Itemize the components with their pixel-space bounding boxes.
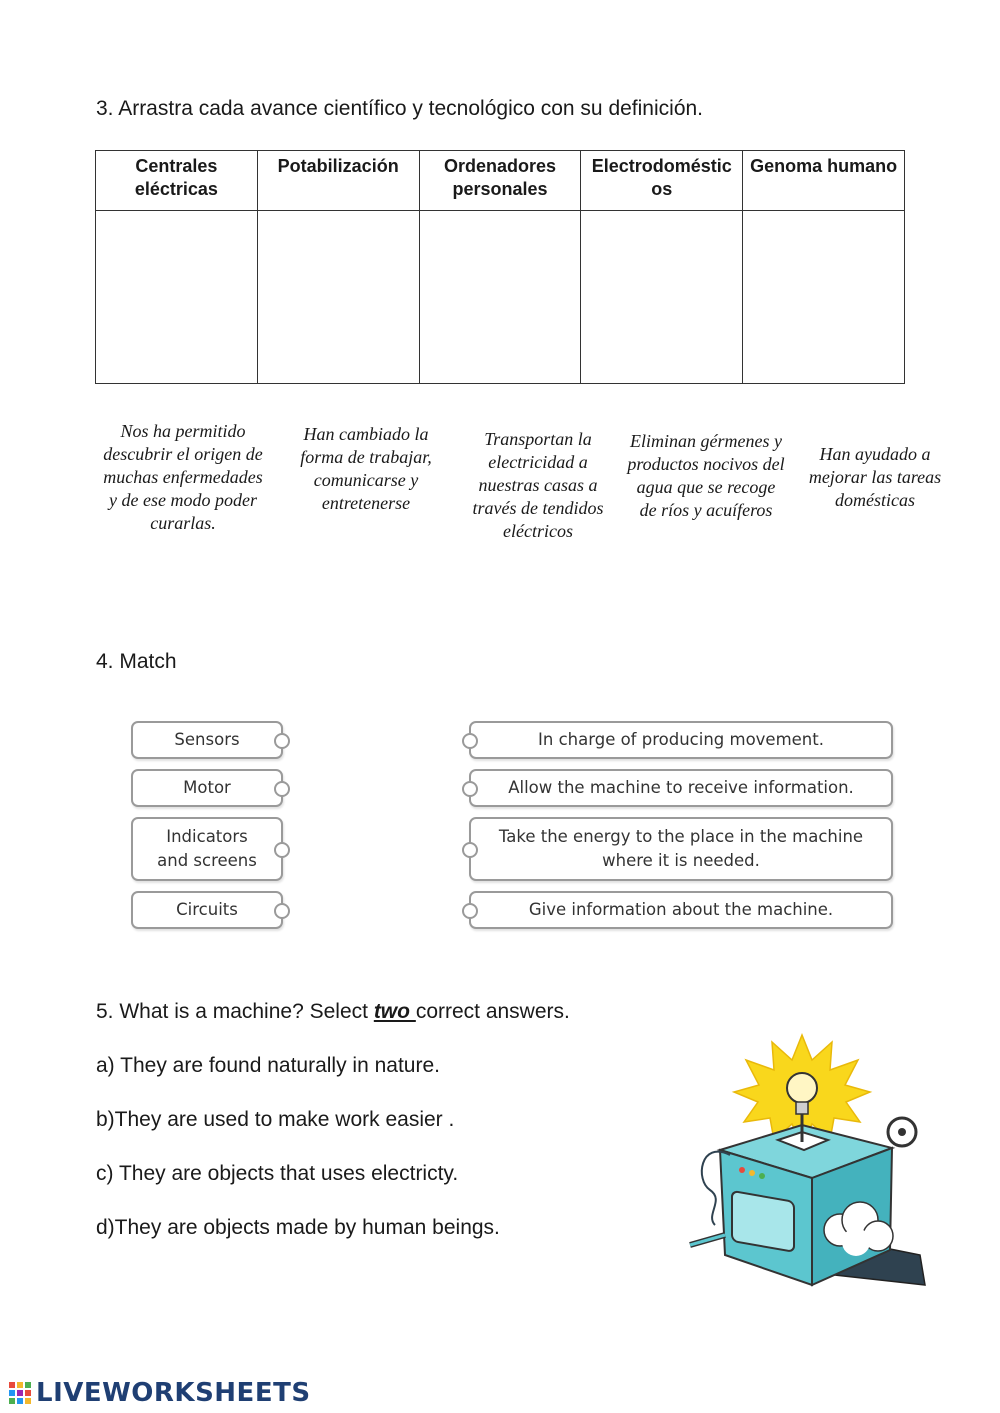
- header-ordenadores: Ordenadores personales: [419, 151, 581, 211]
- match-left-circuits[interactable]: [131, 891, 283, 929]
- logo-grid-icon: [8, 1381, 32, 1405]
- match-left-sensors[interactable]: [131, 721, 283, 759]
- match-right-label: Allow the machine to receive information.: [508, 778, 854, 797]
- answer-option-a[interactable]: a) They are found naturally in nature.: [96, 1054, 440, 1077]
- q5-title-post: correct answers.: [415, 1000, 570, 1023]
- draggable-definition[interactable]: Eliminan gérmenes y productos nocivos del agua que se recoge de ríos y acuíferos: [627, 431, 785, 520]
- question-5-title: [96, 1000, 570, 1024]
- draggable-definition[interactable]: Han ayudado a mejorar las tareas domésticas: [808, 444, 942, 510]
- machine-illustration: [670, 1030, 940, 1300]
- match-right-movement[interactable]: [469, 721, 893, 759]
- liveworksheets-logo: [8, 1378, 311, 1408]
- connector-dot[interactable]: [462, 733, 478, 749]
- header-potabilizacion: Potabilización: [257, 151, 419, 211]
- q5-title-emphasis: two: [373, 1000, 416, 1023]
- q5-title-pre: 5. What is a machine? Select: [96, 1000, 374, 1023]
- match-right-label: Give information about the machine.: [528, 900, 834, 919]
- answer-option-b[interactable]: b)They are used to make work easier .: [96, 1108, 455, 1131]
- draggable-definition[interactable]: Han cambiado la forma de trabajar, comunicarse y entretenerse: [300, 424, 432, 513]
- connector-dot[interactable]: [462, 781, 478, 797]
- connector-dot[interactable]: [274, 842, 290, 858]
- match-left-motor[interactable]: [131, 769, 283, 807]
- question-3-title: 3. Arrastra cada avance científico y tecnológico con su definición.: [96, 97, 704, 120]
- drop-zone-centrales[interactable]: [96, 211, 258, 384]
- match-left-label: Indicators and screens: [157, 827, 257, 870]
- match-right-receive-info[interactable]: [469, 769, 893, 807]
- header-genoma: Genoma humano: [743, 151, 905, 211]
- matching-table: [95, 150, 905, 384]
- match-left-indicators[interactable]: [131, 817, 283, 881]
- match-left-label: Circuits: [176, 900, 238, 919]
- header-electrodomesticos: Electrodoméstic os: [581, 151, 743, 211]
- connector-dot[interactable]: [274, 903, 290, 919]
- header-centrales: Centrales eléctricas: [96, 151, 258, 211]
- light-bulb-icon: [787, 1073, 817, 1103]
- match-right-label: Take the energy to the place in the machine where it is needed.: [498, 827, 864, 870]
- brand-name: LIVEWORKSHEETS: [36, 1378, 311, 1408]
- connector-dot[interactable]: [462, 903, 478, 919]
- connector-dot[interactable]: [274, 781, 290, 797]
- drop-zone-genoma[interactable]: [743, 211, 905, 384]
- drop-zone-electrodomesticos[interactable]: [581, 211, 743, 384]
- match-left-label: Sensors: [174, 730, 240, 749]
- answer-option-c[interactable]: c) They are objects that uses electricty.: [96, 1162, 459, 1185]
- drop-zone-potabilizacion[interactable]: [257, 211, 419, 384]
- connector-dot[interactable]: [274, 733, 290, 749]
- draggable-definition[interactable]: Nos ha permitido descubrir el origen de muchas enfermedades y de ese modo poder curarlas.: [103, 421, 263, 533]
- match-left-label: Motor: [183, 778, 231, 797]
- match-right-energy[interactable]: [469, 817, 893, 881]
- drop-zone-ordenadores[interactable]: [419, 211, 581, 384]
- connector-dot[interactable]: [462, 842, 478, 858]
- draggable-definition[interactable]: Transportan la electricidad a nuestras casas a través de tendidos eléctricos: [472, 429, 604, 541]
- question-4-title: 4. Match: [96, 650, 177, 673]
- answer-option-d[interactable]: d)They are objects made by human beings.: [96, 1216, 500, 1239]
- match-right-label: In charge of producing movement.: [538, 730, 824, 749]
- match-right-give-info[interactable]: [469, 891, 893, 929]
